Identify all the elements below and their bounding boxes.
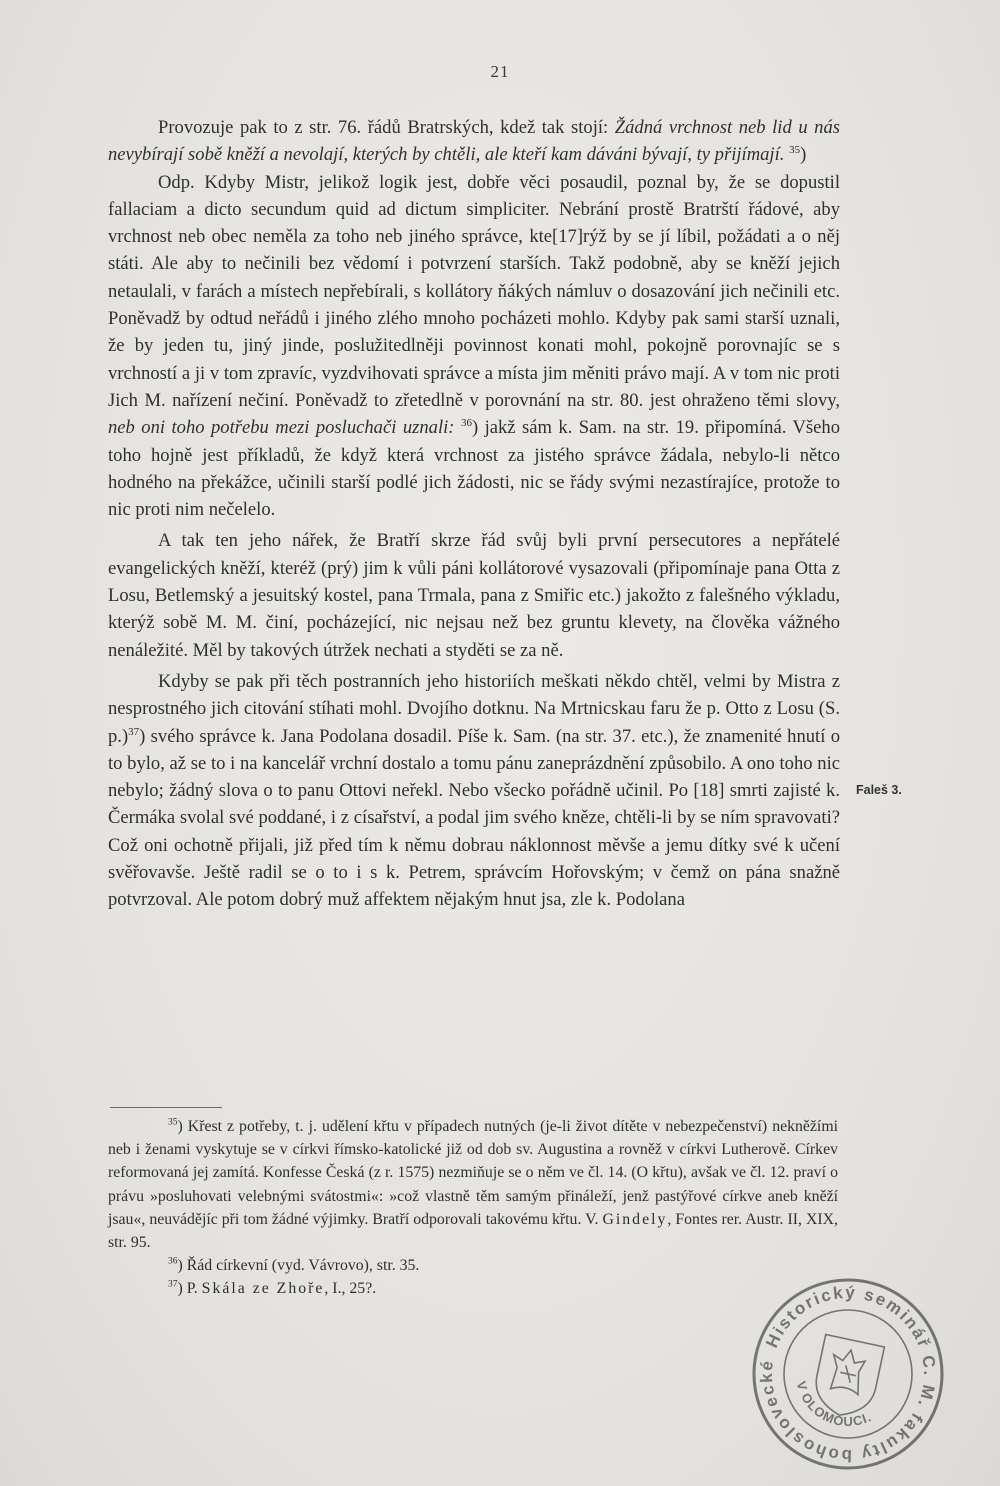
stamp-inner-text: V OLOMOUCI.: [793, 1379, 874, 1430]
page-number: 21: [490, 62, 510, 81]
main-text: [108, 114, 840, 914]
paragraph-1: Provozuje pak to z str. 76. řádů Bratrských, kdež tak stojí: Žádná vrchnost neb lid u nás nevybírají sobě kněží a nevolají, kterých by chtěli, ale kteří kam dáváni bývají, ty přijímají. $^{35}$): [108, 117, 840, 166]
quoted-rule: Žádná vrchnost neb lid u nás nevybírají sobě kněží a nevolají, kterých by chtěli, ale kteří kam dáváni bývají, ty přijímají.: [108, 117, 840, 166]
paragraph-4: Kdyby se pak při těch postranních jeho historiích meškati někdo chtěl, velmi by Mistra z nesprostného jich citování stíhati mohl. Dvojího dotknu. Na Mrtnicskau faru že p. Otto z Losu (S. p.)$^{37}$) svého správce k. Jana Podolana dosadil. Píše k. Sam. (na str. 37. etc.), že znamenité hnutí o to bylo, až se to i na kancelář vrchní dostalo a tomu pánu zaneprázdnění způsobilo. A ono toho nic nebylo; žádný slova o to panu Ottovi neřekl. Nebo všecko pořádně učinil. Po [18] smrti zajisté k. Čermáka svolal své poddané, i z císařství, a podal jim svého kněze, chtěli-li by se ním spravovati? Což oni ochotně přijali, již před tím k němu dobrau náklonnost měvše a jemu dítky své k učení svěřovavše. Ještě radil se o to i s k. Petrem, správcím Hořovským; v čemž on pána snažně potvrzoval. Ale potom dobrý muž affektem nějakým hnut jsa, zle k. Podolana: [108, 670, 840, 911]
footnote-ref-37[interactable]: 37: [128, 725, 140, 738]
footnote-ref-35[interactable]: 35: [789, 144, 801, 157]
footnote-37: $^{37}$) P. Skála ze Zhoře, I., 25?.: [168, 1280, 377, 1298]
paragraph-2: Odp. Kdyby Mistr, jelikož logik jest, dobře věci posaudil, poznal by, že se dopustil fallaciam a dicto secundum quid ad dictum simpliciter. Nebrání prostě Bratrští řádové, aby vrchnost neb obec neměla za toho neb jiného správce, kte[17]rýž by se jí líbil, požádati a o něj státi. Ale aby to nečinili bez vědomí i potvrzení starších. Takž podobně, aby se kněží jejich netaulali, v farách a místech nepřebírali, s kollátory ňákých námluv o dosazování jich nečinili etc. Poněvadž by odtud neřádů i jiného zlého mnoho pocházeti mohlo. Kdyby pak sami starší uznali, že by jeden tu, jiný jinde, poslužitedlněji povinnost konati mohl, pokojně porovnajíc se s vrchností a ji v tom zpravíc, vyzdvihovati správce a místa jim měniti právo mají. A v tom nic proti Jich M. nařízení nečiní. Poněvadž to zřetedlně v porovnání na str. 80. jest ohraženo těmi slovy, neb oni toho potřebu mezi posluchači uznali: $^{36}$) jakž sám k. Sam. na str. 19. připomíná. Všeho toho hojně jest příkladů, že když která vrchnost za jistého správce žádala, nebylo-li nětco hodného na překážce, učinili starší podlé jich žádosti, nic se řády svými nezastírajíce, protože to nic proti nim nečelelo.: [108, 171, 841, 521]
footnotes: [108, 1115, 838, 1301]
stamp-outer-text: Historický seminář C. M. fakulty bohoslovecké: [756, 1282, 940, 1466]
footnote-ref-36[interactable]: 36: [460, 417, 472, 430]
footnote-36: $^{36}$) Řád církevní (vyd. Vávrovo), str. 35.: [168, 1256, 420, 1275]
marginal-note: Faleš 3.: [856, 783, 902, 797]
quoted-phrase: neb oni toho potřebu mezi posluchači uznali:: [108, 417, 455, 439]
library-stamp-icon: [729, 1255, 966, 1486]
footnote-divider: [110, 1107, 222, 1108]
paragraph-3: A tak ten jeho nářek, že Bratří skrze řád svůj byli první persecutores a nepřátelé evangelických kněží, kteréž (prý) jim k vůli páni kollátorové vysazovali (připomínaje pana Otta z Losu, Betlemský a jesuitský kostel, pana Trmala, pana z Smiřic etc.) jakožto z falešného výkladu, kterýž sobě M. M. činí, pocházející, nic nejsau než bez gruntu klevety, na člověka vážného nenáležité. Měl by takových útržek nechati a styděti se za ně.: [108, 530, 840, 661]
footnote-35: $^{35}$) Křest z potřeby, t. j. udělení křtu v případech nutných (je-li život dítěte v nebezpečenství) nekněžími neb i ženami vyskytuje se v církvi římsko-katolické již od dob sv. Augustina a rovněž v církvi Lutherově. Církev reformovaná jej zamítá. Konfesse Česká (z r. 1575) nezmiňuje se o něm ve čl. 14. (O křtu), avšak ve čl. 12. praví o právu »posluhovati velebnými svátostmi«: »což vlastně těm samým přináleží, jenž pastýřové církve aneb kněží jsau«, neuvádějíc při tom žádné výjimky. Bratří odporovali takovému křtu. V. Gindely, Fontes rer. Austr. II, XIX, str. 95.: [108, 1117, 838, 1252]
